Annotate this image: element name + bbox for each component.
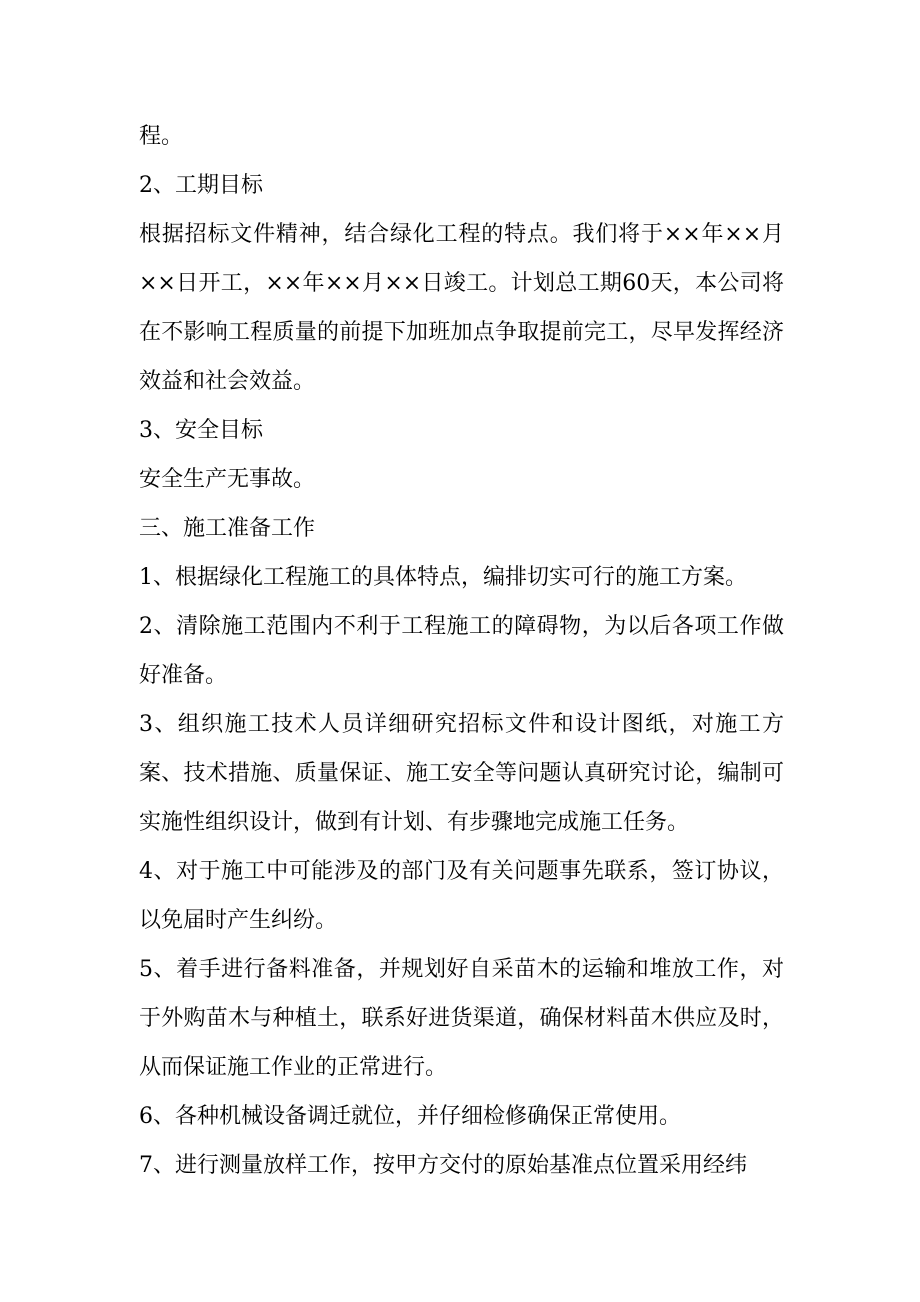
list-item-2: 2、清除施工范围内不利于工程施工的障碍物，为以后各项工作做好准备。 — [139, 614, 784, 688]
list-item-3: 3、组织施工技术人员详细研究招标文件和设计图纸，对施工方案、技术措施、质量保证、施工安全等问题认真研究讨论，编制可实施性组织设计，做到有计划、有步骤地完成施工任务。 — [139, 712, 784, 835]
list-item-5: 5、着手进行备料准备，并规划好自采苗木的运输和堆放工作，对于外购苗木与种植土，联系好进货渠道，确保材料苗木供应及时，从而保证施工作业的正常进行。 — [139, 957, 784, 1080]
list-item-7: 7、进行测量放样工作，按甲方交付的原始基准点位置采用经纬 — [139, 1153, 747, 1178]
list-item-1: 1、根据绿化工程施工的具体特点，编排切实可行的施工方案。 — [139, 565, 747, 590]
heading-safety-goal: 3、安全目标 — [139, 418, 263, 443]
document-body — [139, 112, 784, 1190]
heading-schedule-goal: 2、工期目标 — [139, 173, 263, 198]
list-item-6: 6、各种机械设备调迁就位，并仔细检修确保正常使用。 — [139, 1104, 681, 1129]
list-item-4: 4、对于施工中可能涉及的部门及有关问题事先联系，签订协议，以免届时产生纠纷。 — [139, 859, 784, 933]
paragraph-schedule: 根据招标文件精神，结合绿化工程的特点。我们将于××年××月××日开工，××年××月××日竣工。计划总工期60天，本公司将在不影响工程质量的前提下加班加点争取提前完工，尽早发挥经济效益和社会效益。 — [139, 222, 784, 394]
paragraph-safety: 安全生产无事故。 — [139, 467, 316, 492]
section-heading-preparation: 三、施工准备工作 — [139, 516, 316, 541]
paragraph-continuation: 程。 — [139, 124, 184, 149]
